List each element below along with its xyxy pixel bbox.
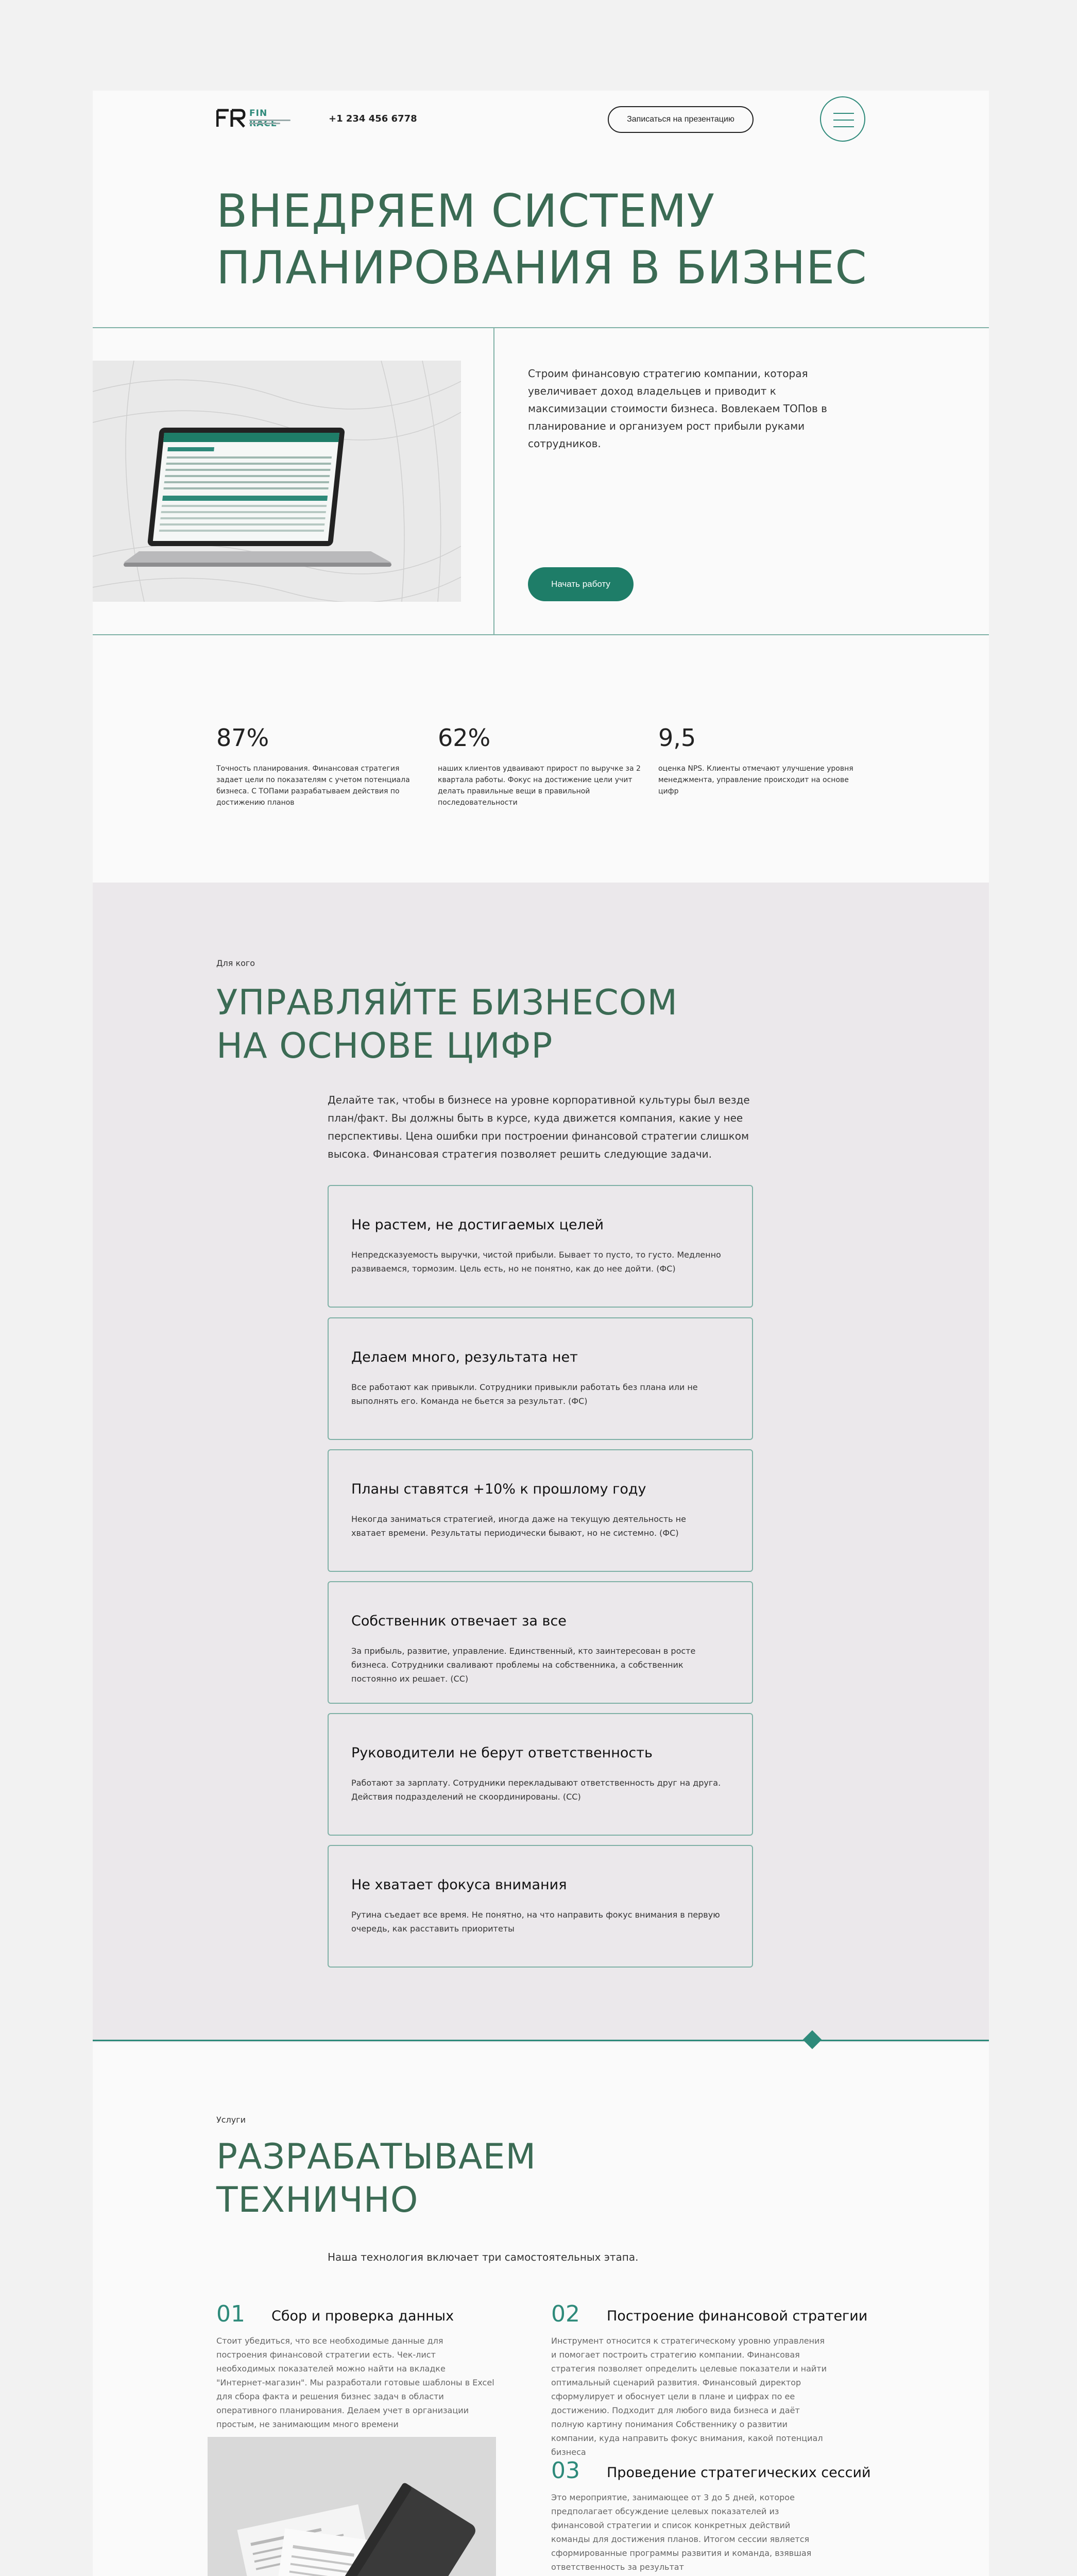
card-text: Все работают как привыкли. Сотрудники привыкли работать без плана или не выполнять его. Команда не бьется за результат. (ФС) [351, 1382, 698, 1406]
step-text: Стоит убедиться, что все необходимые данные для построения финансовой стратегии есть. Чек-лист необходимых показателей можно найти на вкладке "Интернет-магазин". Мы разработали готовые шаблоны в Excel для сбора факта и решения бизнес задач в области оперативного планирования. Делаем учет в организации простым, не занимающим много времени [216, 2336, 494, 2429]
services-title-line-1: РАЗРАБАТЫВАЕМ [216, 2137, 537, 2177]
problem-card [328, 1713, 753, 1836]
card-text: Рутина съедает все время. Не понятно, на что направить фокус внимания в первую очередь, как расставить приоритеты [351, 1910, 720, 1934]
for-whom-title [216, 981, 678, 1068]
vertical-divider [493, 327, 494, 635]
for-whom-title-line-1: УПРАВЛЯЙТЕ БИЗНЕСОМ [216, 982, 678, 1023]
problem-card [328, 1449, 753, 1572]
problem-card [328, 1845, 753, 1968]
problem-card [328, 1581, 753, 1704]
divider [93, 634, 989, 635]
card-text: За прибыль, развитие, управление. Единственный, кто заинтересован в росте бизнеса. Сотрудники сваливают проблемы на собственника, а собственник постоянно их решает. (СС) [351, 1646, 696, 1684]
step-number: 01 [216, 2301, 245, 2327]
logo-tagline [249, 120, 296, 127]
hero-title-line-2: ПЛАНИРОВАНИЯ В БИЗНЕС [216, 241, 867, 294]
card-text: Непредсказуемость выручки, чистой прибыли. Бывает то пусто, то густо. Медленно развиваемся, тормозим. Цель есть, но не понятно, как до нее дойти. (ФС) [351, 1250, 721, 1274]
stat-value: 62% [438, 724, 491, 752]
divider [93, 327, 989, 328]
stat-text: Точность планирования. Финансовая стратегия задает цели по показателям с учетом потенциала бизнеса. С ТОПами разрабатываем действия по достижению планов [216, 765, 410, 807]
services-title [216, 2136, 536, 2222]
documents-image [208, 2437, 496, 2576]
card-title: Не растем, не достигаемых целей [351, 1217, 604, 1233]
card-title: Не хватает фокуса внимания [351, 1877, 567, 1893]
logo[interactable] [216, 106, 294, 132]
menu-button[interactable] [820, 96, 865, 142]
problem-card [328, 1185, 753, 1308]
step-number: 02 [551, 2301, 580, 2327]
laptop-image [93, 361, 461, 602]
hero-title-line-1: ВНЕДРЯЕМ СИСТЕМУ [216, 184, 715, 238]
card-title: Делаем много, результата нет [351, 1349, 578, 1365]
card-title: Руководители не берут ответственность [351, 1745, 653, 1761]
step-text: Инструмент относится к стратегическому уровню управления и помогает построить стратегию компании. Финансовая стратегия позволяет определить целевые показатели и найти оптимальный сценарий развития. Финансовый директор сформулирует и обоснует цели в плане и цифрах по ее достижению. Подходит для любого вида бизнеса и даёт полную картину понимания Собственнику о развитии компании, куда направить фокус внимания, какой потенциал бизнеса [551, 2336, 827, 2457]
stat-text: оценка NPS. Клиенты отмечают улучшение уровня менеджмента, управление происходит на основе цифр [658, 765, 853, 795]
step-title: Проведение стратегических сессий [607, 2465, 871, 2481]
menu-icon-line [833, 120, 854, 121]
section-label: Для кого [216, 958, 255, 968]
stat-text: наших клиентов удваивают прирост по выручке за 2 квартала работы. Фокус на достижение цели учит делать правильные вещи в правильной последовательности [438, 765, 641, 807]
step-title: Построение финансовой стратегии [607, 2308, 868, 2324]
logo-text: FIN [249, 108, 268, 118]
problem-card [328, 1317, 753, 1440]
card-title: Планы ставятся +10% к прошлому году [351, 1481, 646, 1497]
step-text: Это мероприятие, занимающее от 3 до 5 дней, которое предполагает обсуждение целевых показателей из финансовой стратегии и список конкретных действий команды для достижения планов. Итогом сессии является сформированные программы развития и команда, взявшая ответственность за результат [551, 2493, 812, 2572]
logo-mark-icon [216, 108, 246, 129]
stat-value: 9,5 [658, 724, 696, 752]
menu-icon-line [833, 126, 854, 127]
hero-description: Строим финансовую стратегию компании, которая увеличивает доход владельцев и приводит к максимизации стоимости бизнеса. Вовлекаем ТОПов в планирование и организуем рост прибыли руками сотрудников. [528, 367, 827, 450]
laptop-illustration [93, 361, 461, 602]
card-text: Работают за зарплату. Сотрудники перекладывают ответственность друг на друга. Действия подразделений не скоординированы. (СС) [351, 1778, 721, 1802]
card-title: Собственник отвечает за все [351, 1613, 567, 1629]
menu-icon [833, 113, 854, 114]
hero-title [216, 183, 927, 296]
step-title: Сбор и проверка данных [271, 2308, 454, 2324]
step-number: 03 [551, 2458, 580, 2484]
section-divider [93, 2040, 989, 2041]
card-text: Некогда заниматься стратегией, иногда даже на текущую деятельность не хватает времени. Результаты периодически бывают, но не системно. (ФС) [351, 1514, 686, 1538]
start-work-button[interactable]: Начать работу [528, 567, 634, 601]
section-label: Услуги [216, 2115, 246, 2125]
for-whom-title-line-2: НА ОСНОВЕ ЦИФР [216, 1026, 553, 1066]
for-whom-intro: Делайте так, чтобы в бизнесе на уровне корпоративной культуры был везде план/факт. Вы должны быть в курсе, куда движется компания, какие у нее перспективы. Цена ошибки при построении финансовой стратегии слишком высока. Финансовая стратегия позволяет решить следующие задачи. [328, 1094, 750, 1160]
stat-value: 87% [216, 724, 269, 752]
documents-illustration [208, 2437, 496, 2576]
services-title-line-2: ТЕХНИЧНО [216, 2180, 419, 2221]
presentation-signup-button[interactable]: Записаться на презентацию [608, 106, 754, 133]
services-intro: Наша технология включает три самостоятельных этапа. [328, 2251, 639, 2263]
phone-link[interactable]: +1 234 456 6778 [329, 113, 417, 124]
